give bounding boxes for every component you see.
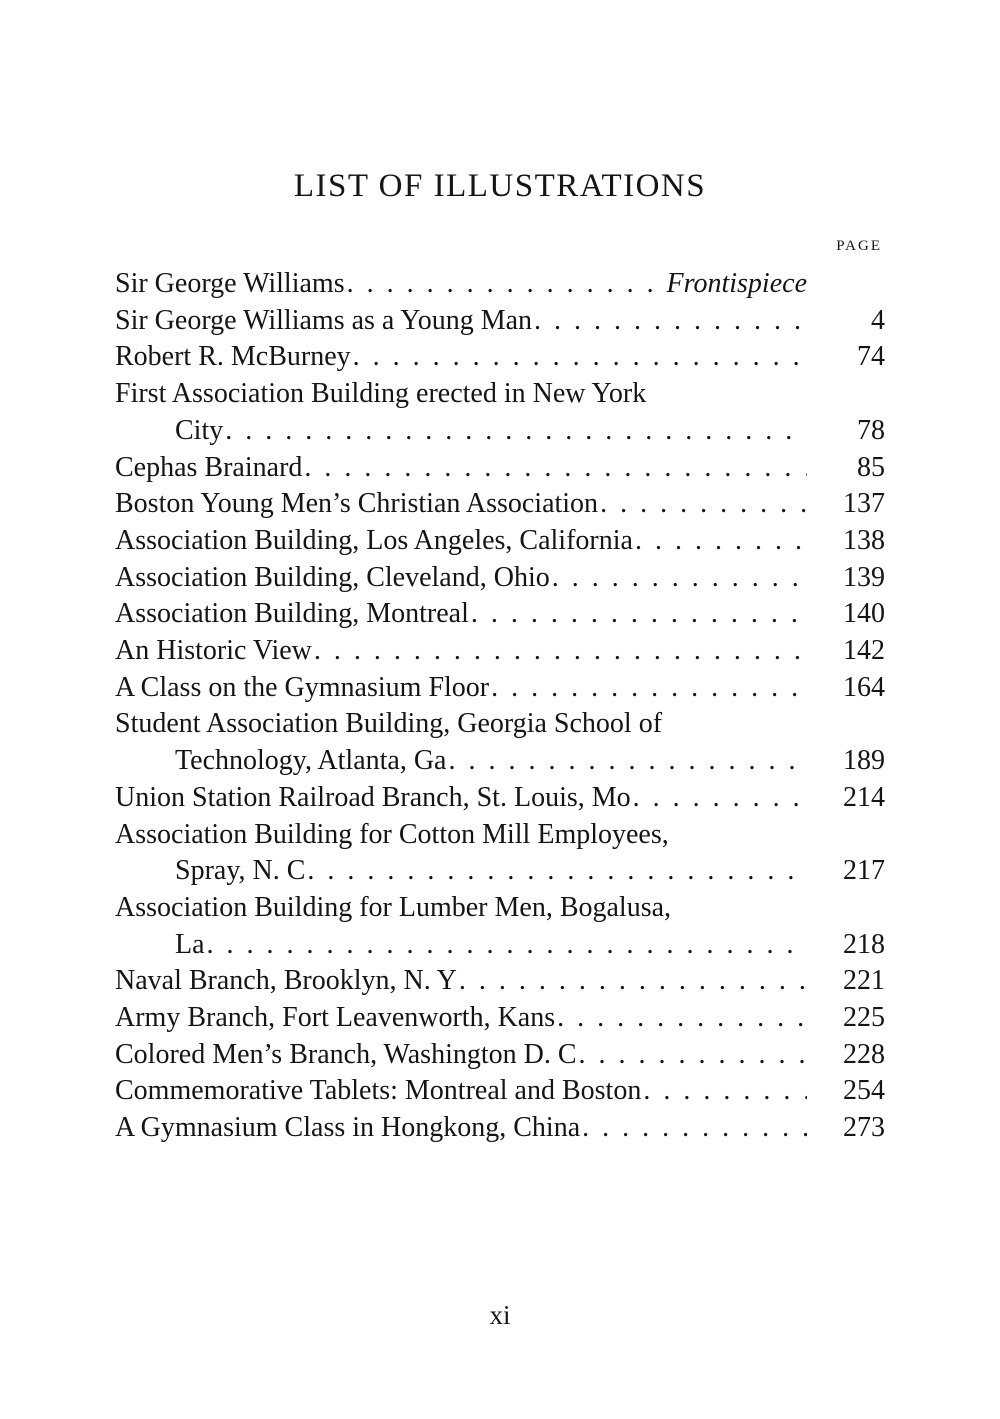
entry-page-number: 164 [843,671,885,703]
dot-leader [353,339,807,376]
toc-entry [115,376,885,449]
entry-line-text: Boston Young Men’s Christian Association [115,488,599,520]
entry-line-text: Union Station Railroad Branch, St. Louis, Mo [115,781,631,813]
toc-entry [115,633,885,670]
entry-page-number: 138 [843,524,885,556]
toc-entry [115,670,885,707]
entry-line-text: Commemorative Tablets: Montreal and Boston [115,1075,642,1107]
entry-title [115,817,807,890]
dot-leader [304,450,807,487]
toc-entry [115,706,885,779]
entry-page-number: 221 [843,965,885,997]
toc-entry [115,963,885,1000]
entry-line-text: Association Building for Cotton Mill Employees, [115,818,669,850]
dot-leader [314,633,807,670]
dot-leader [552,560,807,597]
entry-line [115,596,807,633]
entry-line-text: First Association Building erected in New York [115,378,647,410]
entry-title [115,339,807,376]
entry-line-text: Technology, Atlanta, Ga [175,745,447,777]
entry-line [115,780,807,817]
entry-page-number: 139 [843,561,885,593]
toc-entry [115,1110,885,1147]
entry-line-text: Spray, N. C [175,855,306,887]
dot-leader [207,927,807,964]
entry-page-number: 273 [843,1112,885,1144]
dot-leader [491,670,807,707]
entry-line-text: Sir George Williams [115,268,345,299]
entry-frontispiece-label: Frontispiece [666,268,807,299]
entry-line [115,523,807,560]
dot-leader [582,1110,807,1147]
entry-line-text: An Historic View [115,635,312,667]
entry-line [115,1110,807,1147]
toc-entry [115,817,885,890]
entry-line [115,376,807,413]
entry-line-text: Naval Branch, Brooklyn, N. Y [115,965,457,997]
entry-line [115,927,807,964]
entry-title [115,1000,807,1037]
entry-line-text: Cephas Brainard [115,451,303,483]
entry-title [115,780,807,817]
illustrations-list [115,266,885,1147]
entry-line-text: Association Building for Lumber Men, Bogalusa, [115,891,672,923]
entry-page-number: 228 [843,1038,885,1070]
toc-entry [115,1000,885,1037]
toc-entry [115,780,885,817]
entry-line-text: A Class on the Gymnasium Floor [115,671,490,703]
toc-entry [115,596,885,633]
entry-line [115,853,807,890]
entry-page-number: 85 [857,451,885,483]
dot-leader [347,266,667,303]
dot-leader [579,1037,807,1074]
entry-line-text: La [175,928,205,960]
dot-leader [307,853,807,890]
toc-entry [115,339,885,376]
entry-page-number: 214 [843,781,885,813]
entry-title [115,963,807,1000]
toc-entry [115,303,885,340]
entry-page-number: 217 [843,855,885,887]
entry-line [115,1037,807,1074]
entry-line [115,743,807,780]
entry-title [115,376,807,449]
entry-page-number: 74 [857,341,885,373]
dot-leader [557,1000,807,1037]
dot-leader [600,486,807,523]
toc-entry [115,450,885,487]
entry-line-text: Colored Men’s Branch, Washington D. C [115,1038,577,1070]
entry-title [115,303,807,340]
entry-line [115,670,807,707]
entry-title [115,633,807,670]
toc-entry [115,523,885,560]
entry-title [115,1073,807,1110]
entry-title [115,1037,807,1074]
entry-line [115,450,807,487]
entry-title [115,266,807,303]
entry-line [115,890,807,927]
dot-leader [225,413,807,450]
entry-title [115,706,807,779]
entry-title [115,670,807,707]
dot-leader [459,963,807,1000]
entry-title [115,523,807,560]
entry-title [115,1110,807,1147]
entry-title [115,450,807,487]
entry-page-number: 189 [843,745,885,777]
entry-page-number: 78 [857,414,885,446]
entry-line [115,486,807,523]
toc-entry [115,266,885,303]
entry-line-text: Student Association Building, Georgia School of [115,708,663,740]
dot-leader [534,303,807,340]
entry-title [115,560,807,597]
toc-entry [115,560,885,597]
entry-page-number: 140 [843,598,885,630]
dot-leader [633,780,807,817]
entry-line-text: Army Branch, Fort Leavenworth, Kans [115,1002,556,1034]
entry-line-text: Sir George Williams as a Young Man [115,304,533,336]
entry-line [115,266,807,303]
entry-line [115,1000,807,1037]
entry-line [115,339,807,376]
entry-line-text: City [175,414,224,446]
entry-line [115,560,807,597]
entry-title [115,486,807,523]
page-title: LIST OF ILLUSTRATIONS [293,168,707,204]
toc-entry [115,1037,885,1074]
toc-entry [115,486,885,523]
entry-page-number: 225 [843,1002,885,1034]
dot-leader [471,596,807,633]
entry-line-text: Association Building, Montreal [115,598,469,630]
entry-line-text: A Gymnasium Class in Hongkong, China [115,1112,581,1144]
entry-title [115,596,807,633]
entry-line-text: Association Building, Los Angeles, California [115,524,633,556]
entry-line [115,633,807,670]
dot-leader [635,523,807,560]
entry-page-number: 137 [843,488,885,520]
entry-page-number: 4 [871,304,885,336]
entry-line-text: Robert R. McBurney [115,341,351,373]
page-folio: xi [489,1300,511,1330]
dot-leader [448,743,807,780]
entry-line [115,1073,807,1110]
entry-title [115,890,807,963]
dot-leader [643,1073,807,1110]
entry-line-text: Association Building, Cleveland, Ohio [115,561,550,593]
entry-line [115,303,807,340]
entry-page-number: 254 [843,1075,885,1107]
entry-line [115,413,807,450]
entry-page-number: 142 [843,635,885,667]
toc-entry [115,1073,885,1110]
entry-line [115,706,807,743]
toc-entry [115,890,885,963]
page-column-label: PAGE [836,238,882,254]
entry-line [115,817,807,854]
entry-line [115,963,807,1000]
entry-page-number: 218 [843,928,885,960]
